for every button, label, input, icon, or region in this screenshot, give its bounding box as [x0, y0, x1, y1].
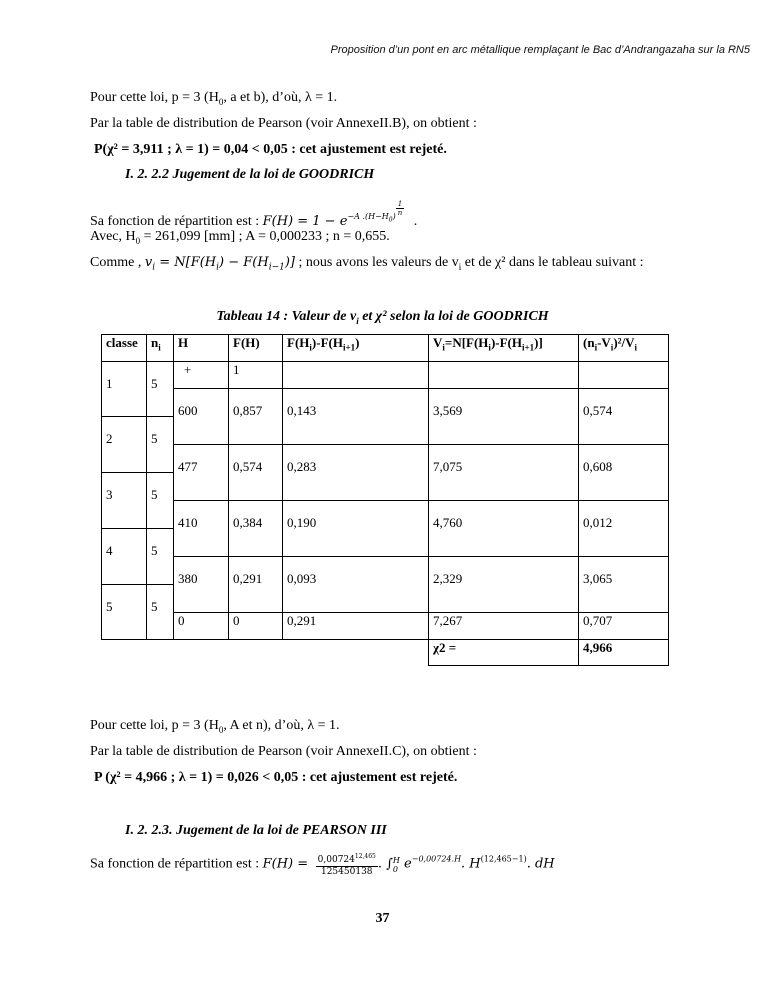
comme-line: Comme , $v_i = N[F(H_i) - F(H_{i-1})]$ ; nous avons les valeurs de $v_i$ et de χ² dans le tableau suivant :: [90, 255, 644, 273]
h-cell: +: [174, 362, 229, 389]
chi-cell: 0,012: [579, 501, 669, 557]
ni-cell: 5: [147, 529, 174, 585]
chi-cell: 0,608: [579, 445, 669, 501]
goodrich-formula: $F(H) = 1 - e^{-A .(H-H_0) \frac{1}{n}}$: [262, 200, 403, 229]
h-cell: 0: [174, 613, 229, 640]
result-line-2: P (χ² = 4,966 ; λ = 1) = 0,026 < 0,05 : cet ajustement est rejeté.: [94, 770, 458, 785]
repartition-goodrich: Sa fonction de répartition est : $F(H) = 1 - e^{-A .(H-H_0) \frac{1}{n}}$ .: [90, 200, 418, 229]
vi-cell: 3,569: [429, 389, 579, 445]
vi-cell: 7,267: [429, 613, 579, 640]
page-number: 37: [375, 911, 390, 926]
classe-cell: 1: [102, 362, 147, 417]
vi-cell: 2,329: [429, 557, 579, 613]
diff-cell: 0,190: [283, 501, 429, 557]
diff-cell: 0,143: [283, 389, 429, 445]
fh-cell: 1: [229, 362, 283, 389]
header-classe: classe: [102, 335, 147, 362]
diff-cell: 0,283: [283, 445, 429, 501]
section-title-pearson: I. 2. 2.3. Jugement de la loi de PEARSON III: [125, 823, 387, 838]
diff-cell: 0,291: [283, 613, 429, 640]
loi-params-line-2: Pour cette loi, p = 3 ($H_0$, A et n), d’où, λ = 1.: [90, 718, 340, 735]
header-fh: F(H): [229, 335, 283, 362]
pearson-table-line: Par la table de distribution de Pearson (voir AnnexeII.B), on obtient :: [90, 116, 477, 131]
vi-cell: [429, 362, 579, 389]
result-line: P(χ² = 3,911 ; λ = 1) = 0,04 < 0,05 : cet ajustement est rejeté.: [94, 142, 447, 157]
chi2-total: 4,966: [579, 640, 669, 666]
table-row: [102, 613, 669, 640]
repartition-pearson: Sa fonction de répartition est : F(H) = $\frac{0,00724^{12,465}}{125450138}$ . ∫ H 0 $e^{-0,00724.H}$. $H^{(12,465-1)}$. dH: [90, 853, 555, 877]
goodrich-params: Avec, $H_0 = 261,099$ [mm] ; A = 0,000233 ; n = 0,655.: [90, 229, 390, 246]
table-row: [102, 362, 669, 389]
pearson-table-line-2: Par la table de distribution de Pearson (voir AnnexeII.C), on obtient :: [90, 744, 477, 759]
ni-cell: 5: [147, 362, 174, 417]
h-cell: 600: [174, 389, 229, 445]
fh-cell: 0: [229, 613, 283, 640]
goodrich-table: [101, 334, 669, 666]
ni-cell: 5: [147, 473, 174, 529]
classe-cell: 2: [102, 417, 147, 473]
ni-cell: 5: [147, 417, 174, 473]
chi2-label: χ2 =: [429, 640, 579, 666]
table-header-row: [102, 335, 669, 362]
diff-cell: [283, 362, 429, 389]
classe-cell: 5: [102, 585, 147, 640]
table-total-row: [102, 640, 669, 666]
table-caption: Tableau 14 : Valeur de $v_i$ et χ² selon la loi de GOODRICH: [216, 309, 549, 326]
chi-cell: 0,707: [579, 613, 669, 640]
h-cell: 477: [174, 445, 229, 501]
classe-cell: 4: [102, 529, 147, 585]
chi-cell: 3,065: [579, 557, 669, 613]
loi-params-line: Pour cette loi, p = 3 ($H_0$, a et b), d’où, λ = 1.: [90, 90, 338, 107]
chi-cell: 0,574: [579, 389, 669, 445]
classe-cell: 3: [102, 473, 147, 529]
header-h: H: [174, 335, 229, 362]
header-diff: $F(H_i)-F(H_{i+1})$: [283, 335, 429, 362]
fh-cell: 0,291: [229, 557, 283, 613]
header-chi: $(n_i-V_i)^2/V_i$: [579, 335, 669, 362]
vi-cell: 4,760: [429, 501, 579, 557]
page-header: Proposition d’un pont en arc métallique remplaçant le Bac d’Andrangazaha sur la RN5: [330, 44, 750, 56]
fh-cell: 0,384: [229, 501, 283, 557]
vi-cell: 7,075: [429, 445, 579, 501]
table-row: [102, 445, 669, 473]
header-ni: $n_i$: [147, 335, 174, 362]
header-vi: $V_i=N[F(H_i)-F(H_{i+1})]$: [429, 335, 579, 362]
fh-cell: 0,574: [229, 445, 283, 501]
h-cell: 410: [174, 501, 229, 557]
ni-cell: 5: [147, 585, 174, 640]
diff-cell: 0,093: [283, 557, 429, 613]
h-cell: 380: [174, 557, 229, 613]
chi-cell: [579, 362, 669, 389]
table-row: [102, 557, 669, 585]
fh-cell: 0,857: [229, 389, 283, 445]
section-title-goodrich: I. 2. 2.2 Jugement de la loi de GOODRICH: [125, 167, 375, 182]
table-row: [102, 501, 669, 529]
table-row: [102, 389, 669, 417]
